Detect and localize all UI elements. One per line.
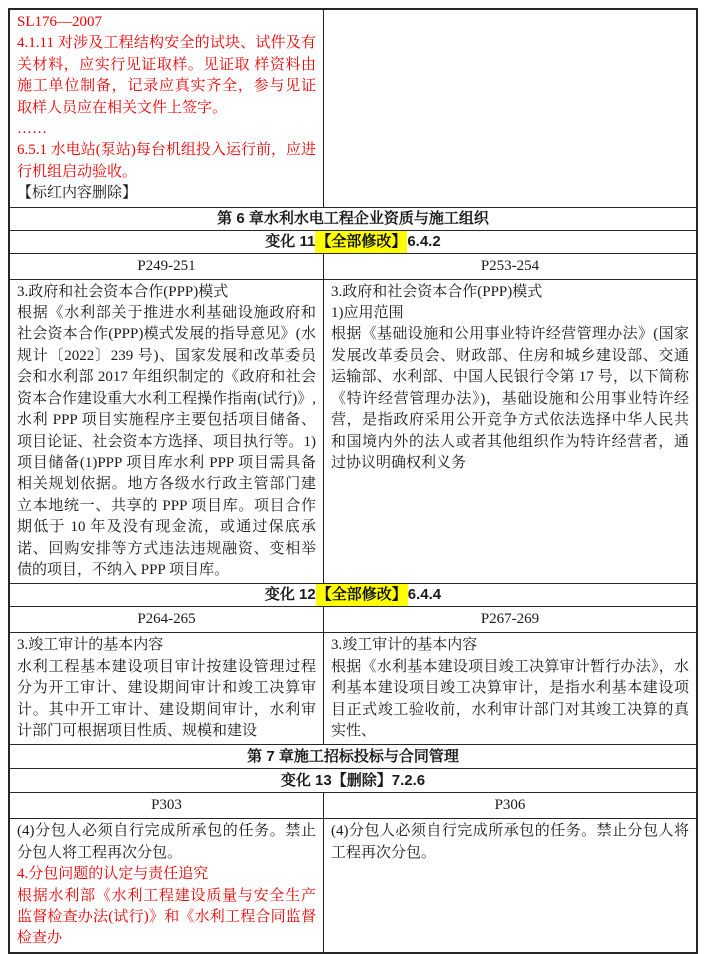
- page-ref-new: P267-269: [480, 611, 540, 628]
- subcontract-red-body: 根据水利部《水利工程建设质量与安全生产监督检查办法(试行)》和《水利工程合同监督检查办: [17, 887, 316, 947]
- audit-old-text-cell: [10, 633, 324, 744]
- page-ref-new: P253-254: [480, 257, 540, 274]
- subcontract-new-body: (4)分包人必须自行完成所承包的任务。禁止分包人将工程再次分包。: [331, 823, 689, 861]
- ppp-old-heading: 3.政府和社会资本合作(PPP)模式: [17, 283, 229, 300]
- table-row: [10, 818, 696, 951]
- audit-new-text-cell: [324, 633, 696, 744]
- change-11-row: [10, 230, 696, 253]
- page-ref-old: P303: [10, 793, 324, 818]
- ppp-new-text-cell: [324, 280, 696, 584]
- change-11-section-ref: 6.4.2: [407, 232, 441, 250]
- change-12-section-ref: 6.4.4: [407, 586, 442, 604]
- change-13-row: [10, 768, 696, 792]
- change-13-section-ref: 7.2.6: [391, 771, 426, 789]
- ppp-old-text-cell: [10, 280, 324, 584]
- standard-code: SL176—2007: [17, 14, 103, 30]
- page-ref-old: P249-251: [10, 254, 324, 279]
- ellipsis: ……: [17, 121, 47, 138]
- chapter-7-header: 第 7 章施工招标投标与合同管理: [10, 744, 696, 768]
- change-12-tag-highlight: 【全部修改】: [316, 584, 408, 606]
- ppp-new-heading: 3.政府和社会资本合作(PPP)模式: [331, 283, 543, 300]
- audit-old-heading: 3.竣工审计的基本内容: [17, 637, 164, 654]
- ppp-new-subheading: 1)应用范围: [331, 305, 404, 322]
- table-row: [10, 632, 696, 744]
- table-row: [10, 253, 696, 279]
- change-12-label: 变化 12: [264, 586, 316, 604]
- subcontract-red-heading: 4.分包问题的认定与责任追究: [17, 866, 209, 883]
- change-13-tag: 【删除】: [331, 771, 392, 789]
- table-row: [10, 792, 696, 818]
- subcontract-new-text-cell: [324, 819, 696, 951]
- table-row: [10, 10, 696, 207]
- audit-new-body: 根据《水利基本建设项目竣工决算审计暂行办法》，水利基本建设项目竣工决算审计，是指水利基本建设项目正式竣工验收前，水利审计部门对其竣工决算的真实性、: [331, 658, 689, 739]
- empty-cell: [324, 10, 696, 207]
- page-ref-old: P264-265: [10, 607, 324, 632]
- table-row: [10, 279, 696, 584]
- change-13-label: 变化 13: [280, 771, 332, 789]
- change-11-tag-highlight: 【全部修改】: [315, 231, 407, 253]
- page-ref-new: P306: [494, 797, 526, 814]
- change-11-label: 变化 11: [265, 232, 316, 250]
- subcontract-old-text-cell: [10, 819, 324, 951]
- audit-old-body: 水利工程基本建设项目审计按建设管理过程分为开工审计、建设期间审计和竣工决算审计。其中开工审计、建设期间审计，水利审计部门可根据项目性质、规模和建设: [17, 658, 316, 739]
- subcontract-old-body: (4)分包人必须自行完成所承包的任务。禁止分包人将工程再次分包。: [17, 823, 316, 861]
- revision-comparison-table: [8, 8, 698, 954]
- table-row: [10, 606, 696, 632]
- chapter-6-header: 第 6 章水利水电工程企业资质与施工组织: [10, 207, 696, 230]
- change-12-row: [10, 583, 696, 606]
- ppp-old-body: 根据《水利部关于推进水利基础设施政府和社会资本合作(PPP)模式发展的指导意见》(水规计〔2022〕239 号)、国家发展和改革委员会和水利部 2017 年组织制定的《政府和社会资本合作建设重大水利工程操作指南(试行)》,水利 PPP 项目实施程序主要包括项目储备、项目论证、社会资本方选择、项目执行等。1)项目储备(1)PPP 项目库水利 PPP 项目需具备相关规划依据。地方各级水行政主管部门建立本地统一、共享的 PPP 项目库。项目合作期低于 10 年及没有现金流，或通过保底承诺、回购安排等方式违法违规融资、变相举债的项目，不纳入 PPP 项目库。: [17, 305, 316, 578]
- clause-6-5-1: 6.5.1 水电站(泵站)每台机组投入运行前，应进行机组启动验收。: [17, 142, 316, 180]
- ppp-new-body: 根据《基础设施和公用事业特许经营管理办法》(国家发展改革委员会、财政部、住房和城乡建设部、交通运输部、水利部、中国人民银行令第 17 号，以下简称《特许经营管理办法》)，基础设施和公用事业特许经营，是指政府采用公开竞争方式依法选择中华人民共和国境内外的法人或者其他组织作为特许经营者，通过协议明确权利义务: [331, 326, 689, 471]
- audit-new-heading: 3.竣工审计的基本内容: [331, 637, 478, 654]
- old-standard-cell: [10, 10, 324, 207]
- deletion-note: 【标红内容删除】: [17, 185, 138, 202]
- clause-4-1-11: 4.1.11 对涉及工程结构安全的试块、试件及有关材料，应实行见证取样。见证取 样资料由施工单位制备，记录应真实齐全，参与见证取样人员应在相关文件上签字。: [17, 35, 316, 116]
